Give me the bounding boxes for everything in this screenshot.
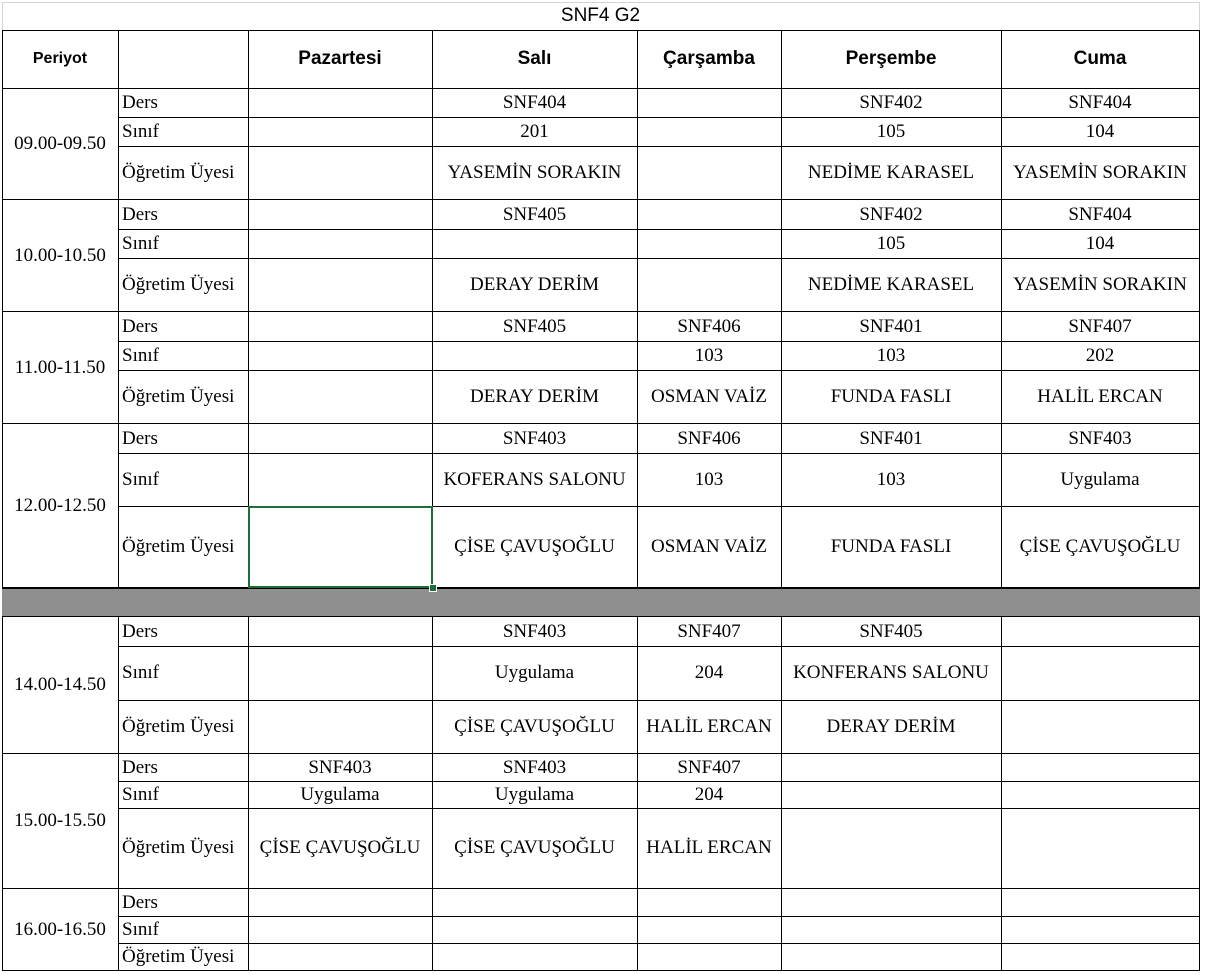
grid-line (118, 370, 1200, 371)
grid-line (118, 781, 1200, 782)
schedule-cell[interactable]: FUNDA FASLI (830, 385, 952, 407)
schedule-cell[interactable] (781, 916, 1001, 943)
grid-line (118, 258, 1200, 259)
period-cell[interactable]: 14.00-14.50 (14, 674, 106, 695)
schedule-cell[interactable]: SNF404 (502, 91, 567, 113)
period-header: Periyot (32, 50, 88, 67)
period-cell[interactable]: 10.00-10.50 (14, 244, 106, 266)
schedule-cell[interactable] (248, 146, 432, 199)
schedule-cell[interactable]: SNF407 (677, 620, 741, 642)
schedule-cell[interactable] (1001, 754, 1199, 781)
schedule-cell[interactable] (248, 370, 432, 423)
row-label-ogretim[interactable]: Öğretim Üyesi (122, 837, 235, 858)
schedule-cell[interactable] (1001, 617, 1199, 646)
period-cell[interactable]: 12.00-12.50 (14, 494, 106, 516)
schedule-cell[interactable] (248, 200, 432, 229)
grid-line (118, 616, 119, 971)
grid-line (2, 30, 1200, 31)
schedule-cell[interactable]: 105 (876, 120, 906, 142)
schedule-cell[interactable]: ÇİSE ÇAVUŞOĞLU (454, 715, 615, 737)
schedule-cell[interactable]: SNF406 (677, 315, 741, 337)
grid-line (637, 616, 638, 971)
schedule-cell[interactable] (248, 312, 432, 341)
schedule-cell[interactable] (248, 117, 432, 146)
schedule-cell[interactable] (432, 341, 637, 370)
schedule-cell[interactable]: FUNDA FASLI (830, 535, 952, 557)
grid-line (2, 970, 1200, 971)
schedule-cell[interactable] (248, 229, 432, 258)
schedule-cell[interactable] (637, 117, 781, 146)
schedule-cell[interactable]: SNF403 (502, 427, 567, 449)
schedule-cell[interactable]: ÇİSE ÇAVUŞOĞLU (454, 837, 615, 858)
row-label-ogretim[interactable]: Öğretim Üyesi (122, 945, 235, 967)
schedule-cell[interactable]: YASEMİN SORAKIN (1013, 161, 1187, 183)
grid-line (2, 199, 1200, 200)
row-label-sinif[interactable]: Sınıf (122, 783, 159, 805)
row-label-sinif[interactable]: Sınıf (122, 120, 159, 142)
schedule-cell[interactable]: 103 (876, 468, 906, 490)
day-header-2: Çarşamba (663, 48, 755, 69)
schedule-cell[interactable]: HALİL ERCAN (646, 715, 772, 737)
schedule-cell[interactable]: 105 (876, 232, 906, 254)
schedule-cell[interactable] (1001, 646, 1199, 700)
schedule-cell[interactable]: SNF407 (1068, 315, 1132, 337)
schedule-cell[interactable]: SNF401 (859, 315, 923, 337)
grid-line (118, 700, 1200, 701)
schedule-cell[interactable]: Uygulama (1060, 468, 1140, 490)
schedule-cell[interactable]: KONFERANS SALONU (793, 662, 989, 683)
schedule-cell[interactable]: 204 (694, 662, 724, 683)
grid-line (2, 888, 1200, 889)
period-cell[interactable]: 11.00-11.50 (14, 356, 106, 378)
sheet-title: SNF4 G2 (560, 5, 641, 26)
grid-line (2, 753, 1200, 754)
row-label-sinif[interactable]: Sınıf (122, 662, 159, 683)
grid-line (118, 341, 1200, 342)
schedule-cell[interactable]: SNF403 (1068, 427, 1132, 449)
day-header-0: Pazartesi (298, 48, 382, 69)
period-cell[interactable]: 16.00-16.50 (14, 918, 106, 940)
schedule-cell[interactable]: 103 (694, 344, 724, 366)
grid-line (1001, 30, 1002, 589)
schedule-cell[interactable]: KOFERANS SALONU (443, 468, 626, 490)
fill-handle[interactable] (429, 584, 437, 592)
schedule-cell[interactable]: DERAY DERİM (470, 385, 599, 407)
schedule-cell[interactable]: SNF404 (1068, 91, 1132, 113)
schedule-cell[interactable]: ÇİSE ÇAVUŞOĞLU (259, 837, 421, 858)
schedule-cell[interactable] (781, 889, 1001, 916)
schedule-cell[interactable]: NEDİME KARASEL (807, 273, 975, 295)
schedule-cell[interactable]: SNF404 (1068, 203, 1132, 225)
day-header-4: Cuma (1073, 48, 1127, 69)
schedule-cell[interactable] (637, 146, 781, 199)
grid-line (1199, 616, 1200, 971)
schedule-cell[interactable]: 201 (520, 120, 549, 142)
schedule-cell[interactable] (637, 943, 781, 970)
grid-line (2, 311, 1200, 312)
grid-line (1001, 616, 1002, 971)
schedule-cell[interactable] (1001, 781, 1199, 808)
schedule-cell[interactable] (248, 258, 432, 311)
grid-line (248, 616, 249, 971)
schedule-cell[interactable]: NEDİME KARASEL (807, 161, 975, 183)
row-label-ders[interactable]: Ders (122, 620, 158, 642)
schedule-cell[interactable]: SNF402 (859, 203, 923, 225)
schedule-cell[interactable] (248, 341, 432, 370)
schedule-cell[interactable]: 104 (1085, 232, 1115, 254)
grid-line (1199, 2, 1200, 31)
row-label-ogretim[interactable]: Öğretim Üyesi (122, 385, 235, 407)
schedule-cell[interactable]: ÇİSE ÇAVUŞOĞLU (1019, 535, 1181, 557)
row-label-ders[interactable]: Ders (122, 315, 158, 337)
schedule-cell[interactable]: Uygulama (494, 783, 575, 805)
schedule-cell[interactable] (432, 229, 637, 258)
grid-line (118, 146, 1200, 147)
row-label-ogretim[interactable]: Öğretim Üyesi (122, 273, 235, 295)
schedule-cell[interactable]: HALİL ERCAN (646, 837, 772, 858)
grid-line (637, 30, 638, 589)
blank-header (118, 30, 248, 88)
schedule-cell[interactable]: 103 (876, 344, 906, 366)
schedule-cell[interactable] (781, 754, 1001, 781)
schedule-cell[interactable]: YASEMİN SORAKIN (1013, 273, 1187, 295)
grid-line (2, 588, 1200, 589)
grid-line (2, 88, 1200, 89)
row-label-sinif[interactable]: Sınıf (122, 468, 159, 490)
grid-line (781, 616, 782, 971)
schedule-cell[interactable] (637, 200, 781, 229)
schedule-cell[interactable] (432, 916, 637, 943)
schedule-cell[interactable] (781, 943, 1001, 970)
grid-line (2, 616, 1200, 617)
schedule-cell[interactable]: SNF403 (502, 756, 567, 778)
grid-line (2, 616, 3, 971)
schedule-cell[interactable] (248, 889, 432, 916)
schedule-cell[interactable]: HALİL ERCAN (1037, 385, 1163, 407)
grid-line (781, 30, 782, 589)
schedule-cell[interactable] (781, 808, 1001, 888)
schedule-cell[interactable] (432, 889, 637, 916)
schedule-cell[interactable]: SNF405 (502, 315, 567, 337)
row-label-ogretim[interactable]: Öğretim Üyesi (122, 535, 235, 557)
schedule-cell[interactable] (1001, 889, 1199, 916)
row-label-ders[interactable]: Ders (122, 756, 158, 778)
schedule-cell[interactable] (637, 889, 781, 916)
schedule-cell[interactable] (1001, 943, 1199, 970)
grid-line (118, 229, 1200, 230)
period-cell[interactable]: 09.00-09.50 (14, 132, 106, 154)
row-label-ogretim[interactable]: Öğretim Üyesi (122, 715, 235, 737)
schedule-cell[interactable]: SNF401 (859, 427, 923, 449)
schedule-cell[interactable]: YASEMİN SORAKIN (447, 161, 622, 183)
grid-line (118, 30, 119, 589)
schedule-cell[interactable] (637, 258, 781, 311)
schedule-cell[interactable]: SNF403 (502, 620, 567, 642)
grid-line (118, 943, 1200, 944)
schedule-cell[interactable] (637, 88, 781, 117)
row-label-ogretim[interactable]: Öğretim Üyesi (122, 161, 235, 183)
schedule-cell[interactable]: 202 (1085, 344, 1115, 366)
schedule-cell[interactable]: SNF407 (677, 756, 741, 778)
schedule-cell[interactable]: 103 (694, 468, 724, 490)
schedule-cell[interactable]: OSMAN VAİZ (651, 385, 767, 407)
row-label-ders[interactable]: Ders (122, 91, 158, 113)
schedule-cell[interactable]: Uygulama (494, 662, 575, 683)
schedule-cell[interactable] (248, 88, 432, 117)
grid-line (432, 616, 433, 971)
grid-line (2, 30, 3, 589)
grid-line (2, 423, 1200, 424)
schedule-cell[interactable] (248, 700, 432, 753)
schedule-cell[interactable]: SNF402 (859, 91, 923, 113)
schedule-cell[interactable] (248, 916, 432, 943)
grid-line (118, 117, 1200, 118)
grid-line (1199, 30, 1200, 589)
grid-line (118, 646, 1200, 647)
lunch-break-band (2, 588, 1200, 616)
day-header-1: Salı (517, 48, 552, 69)
row-label-ders[interactable]: Ders (122, 203, 158, 225)
period-cell[interactable]: 15.00-15.50 (14, 810, 106, 831)
schedule-cell[interactable] (1001, 916, 1199, 943)
schedule-cell[interactable] (432, 943, 637, 970)
row-label-ders[interactable]: Ders (122, 891, 158, 913)
row-label-sinif[interactable]: Sınıf (122, 344, 159, 366)
schedule-cell[interactable] (1001, 808, 1199, 888)
schedule-cell[interactable] (248, 424, 432, 453)
schedule-cell[interactable] (248, 617, 432, 646)
schedule-cell[interactable] (781, 781, 1001, 808)
schedule-cell[interactable]: SNF403 (308, 756, 372, 778)
row-label-sinif[interactable]: Sınıf (122, 232, 159, 254)
schedule-cell[interactable] (637, 916, 781, 943)
cell-selection-outline[interactable] (248, 506, 433, 588)
schedule-cell[interactable]: ÇİSE ÇAVUŞOĞLU (454, 535, 615, 557)
schedule-cell[interactable] (248, 646, 432, 700)
schedule-cell[interactable]: OSMAN VAİZ (651, 535, 767, 557)
schedule-cell[interactable] (637, 229, 781, 258)
schedule-cell[interactable] (248, 943, 432, 970)
row-label-sinif[interactable]: Sınıf (122, 918, 159, 940)
schedule-cell[interactable]: SNF405 (859, 620, 923, 642)
day-header-3: Perşembe (845, 48, 937, 69)
schedule-cell[interactable]: SNF405 (502, 203, 567, 225)
schedule-cell[interactable]: 104 (1085, 120, 1115, 142)
schedule-cell[interactable]: SNF406 (677, 427, 741, 449)
schedule-cell[interactable] (248, 453, 432, 506)
schedule-cell[interactable]: Uygulama (300, 783, 380, 805)
schedule-cell[interactable] (1001, 700, 1199, 753)
schedule-cell[interactable]: 204 (694, 783, 724, 805)
schedule-cell[interactable]: DERAY DERİM (826, 715, 956, 737)
row-label-ders[interactable]: Ders (122, 427, 158, 449)
grid-line (118, 453, 1200, 454)
schedule-cell[interactable]: DERAY DERİM (470, 273, 599, 295)
grid-line (118, 808, 1200, 809)
grid-line (118, 916, 1200, 917)
